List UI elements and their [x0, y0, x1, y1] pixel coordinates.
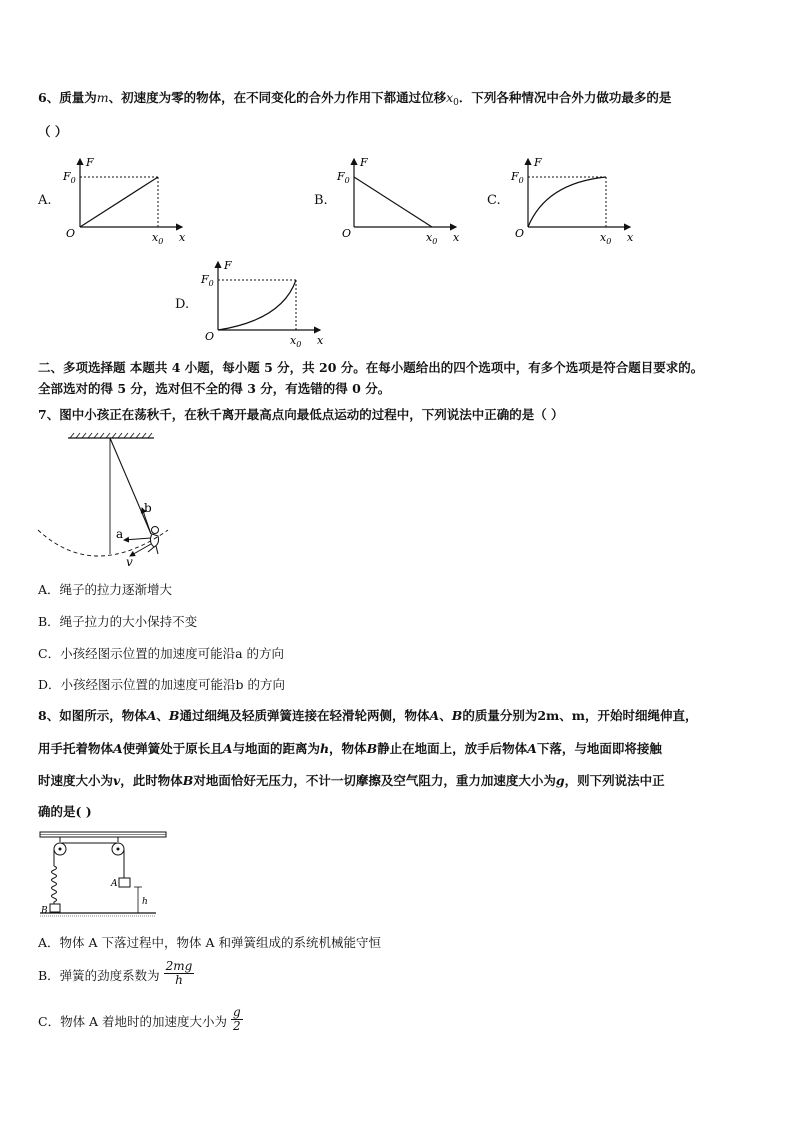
force-curve [354, 177, 432, 227]
force-curve [80, 177, 158, 227]
f-label: F [224, 259, 232, 272]
rope [110, 438, 151, 534]
q6-option-b-label: B. [314, 193, 328, 208]
f-label: F [534, 156, 542, 169]
q6-stem [38, 90, 671, 111]
block-b [50, 904, 60, 912]
label-b: B [41, 906, 48, 916]
q8-stem-line1: 8、如图所示，物体A、B通过细绳及轻质弹簧连接在轻滑轮两侧，物体A、B的质量分别为2m、m，开始时细绳伸直， [38, 708, 698, 723]
q8-option-b [38, 959, 194, 987]
ceiling-hatch [70, 433, 152, 438]
q6-mass-symbol: m [96, 90, 109, 105]
section2-line2: 全部选对的得 5 分，选对但不全的得 3 分，有选错的得 0 分。 [38, 381, 391, 396]
force-curve [218, 280, 296, 330]
q6-option-a-label: A. [38, 193, 52, 208]
q6-option-c-label: C. [487, 193, 501, 208]
q7-option-a: A．绳子的拉力逐渐增大 [38, 582, 173, 597]
f0-label: $F_0$ [201, 273, 214, 288]
q6-stem-c: ．下列各种情况中合外力做功最多的是 [458, 90, 672, 105]
q7-option-b: B．绳子拉力的大小保持不变 [38, 614, 198, 629]
x0-label: $x_0$ [290, 334, 302, 348]
x-label: x [453, 231, 460, 244]
q6-option-d-label: D. [175, 297, 190, 312]
label-h: h [142, 897, 148, 907]
q8-option-b-fraction: $\frac{2mg}{h}$ [165, 959, 193, 987]
q7-stem: 7、图中小孩正在荡秋千，在秋千离开最高点向最低点运动的过程中，下列说法中正确的是（ ） [38, 407, 564, 422]
q7-option-c: C．小孩经图示位置的加速度可能沿a 的方向 [38, 646, 284, 661]
q6-graph-c [506, 155, 646, 245]
f-label: F [360, 156, 368, 169]
x-label: x [627, 231, 634, 244]
origin-label: O [205, 330, 215, 343]
q8-option-a: A．物体 A 下落过程中，物体 A 和弹簧组成的系统机械能守恒 [38, 935, 381, 950]
q8-option-c-fraction: $\frac{g}{2}$ [233, 1005, 241, 1033]
f-label: F [86, 156, 94, 169]
q6-x0-sub: 0 [453, 98, 459, 108]
x0-label: $x_0$ [152, 231, 164, 245]
q8-option-c [38, 1005, 243, 1033]
q6-graph-b [332, 155, 472, 245]
section2-line1: 二、多项选择题 本题共 4 小题，每小题 5 分，共 20 分。在每小题给出的四个选项中，有多个选项是符合题目要求的。 [38, 360, 704, 375]
q7-swing-figure [34, 432, 184, 572]
q6-answer-paren: （ ） [38, 124, 68, 139]
force-curve [528, 177, 606, 227]
origin-label: O [342, 227, 352, 240]
label-v: v [126, 555, 133, 569]
q8-stem-line2: 用手托着物体A使弹簧处于原长且A与地面的距离为h，物体B静止在地面上，放手后物体A下落，与地面即将接触 [38, 741, 662, 756]
q6-x0-symbol: x [446, 90, 454, 105]
f0-label: $F_0$ [337, 170, 350, 185]
q8-option-c-text: C．物体 A 着地时的加速度大小为 [38, 1014, 228, 1029]
q6-stem-b: 、初速度为零的物体，在不同变化的合外力作用下都通过位移 [108, 90, 447, 105]
arrow-v [130, 544, 151, 556]
q7-option-d: D．小孩经图示位置的加速度可能沿b 的方向 [38, 677, 285, 692]
block-a [119, 878, 130, 887]
f0-label: $F_0$ [511, 170, 524, 185]
x0-label: $x_0$ [426, 231, 438, 245]
q6-graph-d [196, 258, 336, 348]
origin-label: O [515, 227, 525, 240]
label-b: b [144, 501, 152, 515]
arrow-a [124, 538, 151, 540]
f0-label: $F_0$ [63, 170, 76, 185]
q6-graph-a [58, 155, 198, 245]
q8-pulley-figure [38, 828, 173, 923]
x-label: x [317, 334, 324, 347]
q6-stem-a: 6、质量为 [38, 90, 97, 105]
q8-stem-line3: 时速度大小为v，此时物体B对地面恰好无压力，不计一切摩擦及空气阻力，重力加速度大小为g，则下列说法中正 [38, 773, 665, 788]
x-label: x [179, 231, 186, 244]
q8-option-b-text: B．弹簧的劲度系数为 [38, 968, 160, 983]
spring [52, 866, 57, 904]
label-a: A [111, 879, 118, 889]
q8-stem-line4: 确的是( ) [38, 804, 92, 819]
x0-label: $x_0$ [600, 231, 612, 245]
label-a: a [116, 527, 124, 541]
origin-label: O [66, 227, 76, 240]
